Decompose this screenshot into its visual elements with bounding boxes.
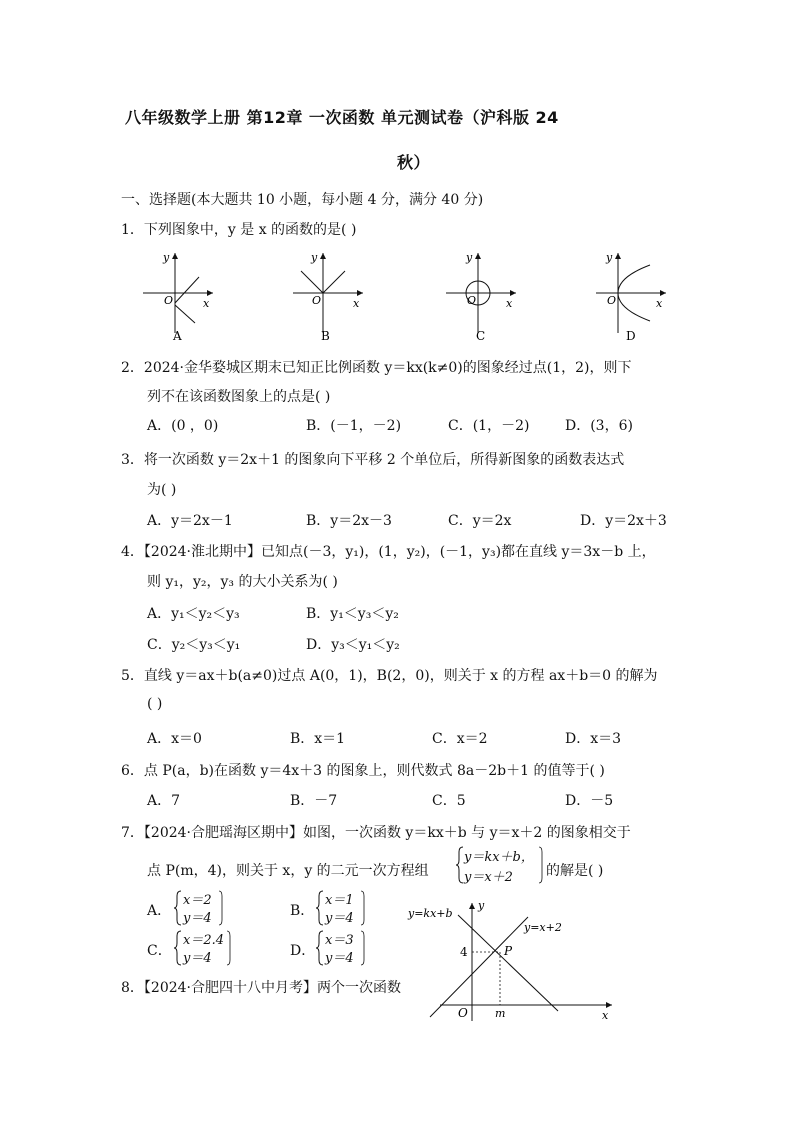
question-7-system-top: y＝kx＋b， (464, 850, 534, 865)
x-axis-label: x (602, 1009, 609, 1022)
question-6-option-b: B．－7 (290, 793, 338, 809)
question-2-option-d: D．(3，6) (565, 418, 633, 434)
question-5-line2: ( ) (147, 696, 163, 712)
line-x-plus-2 (430, 917, 528, 1017)
graph-c-label: C (476, 329, 486, 343)
svg-text:O: O (312, 294, 322, 307)
question-3-option-d: D．y＝2x＋3 (580, 513, 667, 529)
question-3-option-c: C．y＝2x (448, 513, 512, 529)
question-4-option-c: C．y₂＜y₃＜y₁ (147, 637, 241, 653)
svg-text:x: x (353, 297, 360, 310)
graph-a-label: A (173, 329, 182, 343)
point-p-label: P (504, 944, 513, 958)
question-3-option-a: A．y＝2x－1 (147, 513, 233, 529)
question-7-system-close (538, 846, 546, 884)
question-7-line2b: 的解是( ) (546, 863, 604, 879)
question-3-option-b: B．y＝2x－3 (306, 513, 392, 529)
question-4-line1: 4．【2024·淮北期中】已知点(－3，y₁)，(1，y₂)，(－1，y₃)都在直线 y＝3x－b 上， (121, 544, 656, 560)
question-2-line2: 列不在该函数图象上的点是( ) (147, 389, 331, 405)
question-6-line1: 6．点 P(a，b)在函数 y＝4x＋3 的图象上，则代数式 8a－2b＋1 的值等于( ) (121, 763, 605, 779)
question-6-option-c: C．5 (432, 793, 466, 809)
question-7-line1: 7．【2024·合肥瑶海区期中】如图，一次函数 y＝kx＋b 与 y＝x＋2 的图象相交于 (121, 825, 631, 841)
x-tick-m: m (495, 1007, 506, 1020)
question-5-option-d: D．x＝3 (565, 731, 622, 747)
question-3-line1: 3．将一次函数 y＝2x＋1 的图象向下平移 2 个单位后，所得新图象的函数表达式 (121, 452, 625, 468)
graph-d-label: D (626, 329, 636, 343)
y-tick-4: 4 (460, 945, 468, 959)
question-7-system-bottom: y＝x＋2 (464, 870, 513, 885)
graph-d (596, 251, 666, 343)
svg-text:y: y (606, 251, 613, 264)
question-5-option-c: C．x＝2 (432, 731, 488, 747)
question-4-option-b: B．y₁＜y₃＜y₂ (306, 606, 399, 622)
question-2-line1: 2．2024·金华婺城区期末已知正比例函数 y＝kx(k≠0)的图象经过点(1，2)，则下 (121, 360, 632, 376)
question-7-figure (400, 895, 620, 1025)
question-2-option-b: B．(－1，－2) (306, 418, 402, 434)
svg-text:y: y (311, 251, 318, 264)
question-4-option-a: A．y₁＜y₂＜y₃ (147, 606, 240, 622)
question-6-option-a: A．7 (147, 793, 181, 809)
graph-b (293, 251, 363, 343)
svg-text:x: x (656, 297, 663, 310)
graph-b-label: B (321, 329, 330, 343)
question-5-line1: 5．直线 y＝ax＋b(a≠0)过点 A(0，1)，B(2，0)，则关于 x 的方程 ax＋b＝0 的解为 (121, 668, 658, 684)
label-kx-plus-b: y=kx+b (408, 907, 453, 920)
origin-label: O (458, 1006, 468, 1020)
graph-a-y-label: y (163, 251, 170, 264)
question-8-line1: 8．【2024·合肥四十八中月考】两个一次函数 (121, 980, 401, 996)
graph-a (143, 251, 213, 343)
question-1-graphs (135, 245, 695, 345)
svg-text:x: x (506, 297, 513, 310)
graph-a-x-label: x (203, 297, 210, 310)
question-2-option-a: A．(0 ，0) (147, 418, 219, 434)
graph-c (446, 251, 516, 343)
question-7-line2a: 点 P(m，4)，则关于 x，y 的二元一次方程组 (147, 863, 429, 879)
graph-a-origin: O (164, 294, 174, 307)
section-heading: 一、选择题(本大题共 10 小题，每小题 4 分，满分 40 分) (121, 192, 484, 208)
svg-text:O: O (467, 294, 477, 307)
svg-text:O: O (607, 294, 617, 307)
svg-text:y: y (466, 251, 473, 264)
page-title-continued: 秋） (397, 153, 431, 172)
question-5-option-b: B．x＝1 (290, 731, 346, 747)
question-5-option-a: A．x＝0 (147, 731, 202, 747)
question-3-line2: 为( ) (147, 482, 177, 498)
page-title: 八年级数学上册 第12章 一次函数 单元测试卷（沪科版 24 (125, 108, 559, 127)
question-4-line2: 则 y₁，y₂，y₃ 的大小关系为( ) (147, 574, 338, 590)
question-4-option-d: D．y₃＜y₁＜y₂ (306, 637, 400, 653)
question-2-option-c: C．(1，－2) (448, 418, 530, 434)
question-1-text: 1．下列图象中，y 是 x 的函数的是( ) (121, 222, 357, 238)
y-axis-label: y (478, 899, 485, 912)
question-6-option-d: D．－5 (565, 793, 614, 809)
label-x-plus-2: y=x+2 (524, 921, 562, 934)
